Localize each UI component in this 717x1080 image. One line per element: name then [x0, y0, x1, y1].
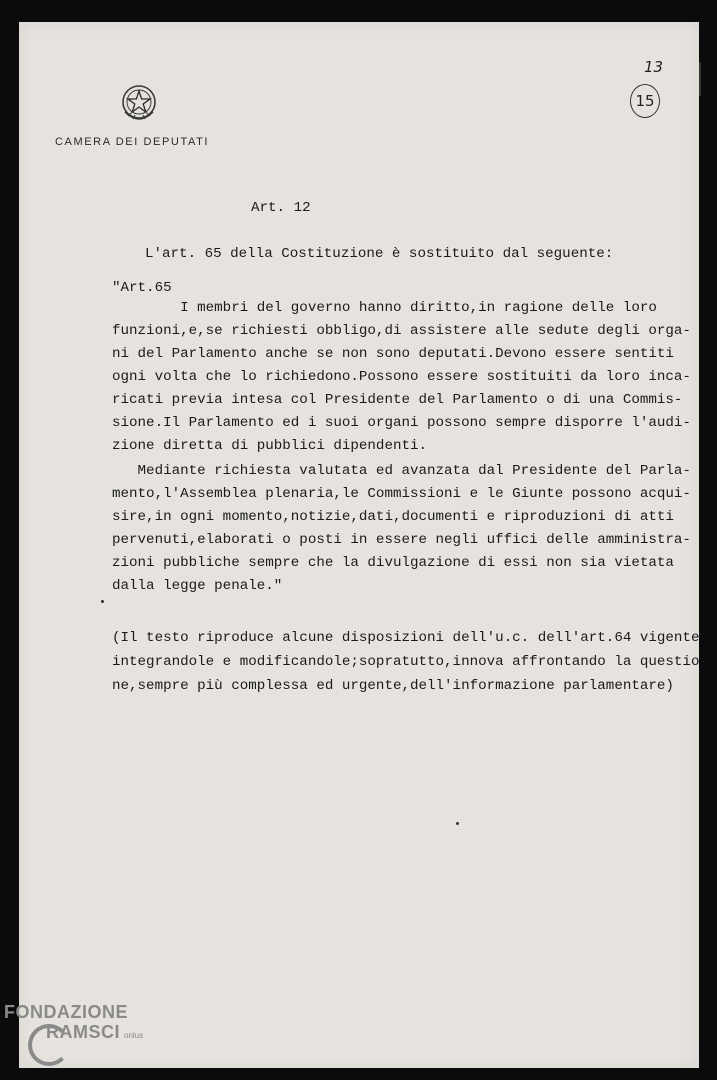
- body-line: dalla legge penale.": [112, 578, 283, 594]
- article-label: "Art.65: [112, 280, 172, 296]
- body-line: Mediante richiesta valutata ed avanzata dal Presidente del Parla-: [112, 463, 691, 479]
- body-line: sione.Il Parlamento ed i suoi organi possono sempre disporre l'audi-: [112, 415, 691, 431]
- italian-republic-emblem-icon: [119, 82, 159, 126]
- body-line: ni del Parlamento anche se non sono deputati.Devono essere sentiti: [112, 346, 674, 362]
- body-line: ogni volta che lo richiedono.Possono essere sostituiti da loro inca-: [112, 369, 691, 385]
- institution-name: CAMERA DEI DEPUTATI: [55, 136, 210, 148]
- ink-speck: [456, 822, 459, 825]
- ink-speck: [101, 600, 104, 603]
- body-line: mento,l'Assemblea plenaria,le Commissioni e le Giunte possono acqui-: [112, 486, 691, 502]
- circled-page-number: 15: [630, 84, 660, 118]
- body-line: sire,in ogni momento,notizie,dati,documenti e riproduzioni di atti: [112, 509, 674, 525]
- note-line: ne,sempre più complessa ed urgente,dell'informazione parlamentare): [112, 678, 674, 694]
- article-title: Art. 12: [251, 200, 311, 216]
- margin-mark: [699, 62, 701, 96]
- body-line: I membri del governo hanno diritto,in ragione delle loro: [112, 300, 657, 316]
- body-line: pervenuti,elaborati o posti in essere negli uffici delle amministra-: [112, 532, 691, 548]
- body-line: funzioni,e,se richiesti obbligo,di assistere alle sedute degli orga-: [112, 323, 691, 339]
- handwritten-page-number: 13: [644, 58, 664, 76]
- watermark: [4, 1002, 143, 1046]
- body-line: zioni pubbliche sempre che la divulgazione di essi non sia vietata: [112, 555, 674, 571]
- body-line: ricati previa intesa col Presidente del Parlamento o di una Commis-: [112, 392, 683, 408]
- note-line: integrandole e modificandole;sopratutto,innova affrontando la questio-: [112, 654, 708, 670]
- body-line: zione diretta di pubblici dipendenti.: [112, 438, 428, 454]
- note-line: (Il testo riproduce alcune disposizioni dell'u.c. dell'art.64 vigente: [112, 630, 700, 646]
- document-page: [19, 22, 708, 1068]
- intro-line: L'art. 65 della Costituzione è sostituito dal seguente:: [145, 246, 614, 262]
- watermark-suffix: onlus: [124, 1031, 144, 1040]
- watermark-line1: FONDAZIONE: [4, 1002, 128, 1022]
- watermark-line2: RAMSCI: [46, 1022, 120, 1042]
